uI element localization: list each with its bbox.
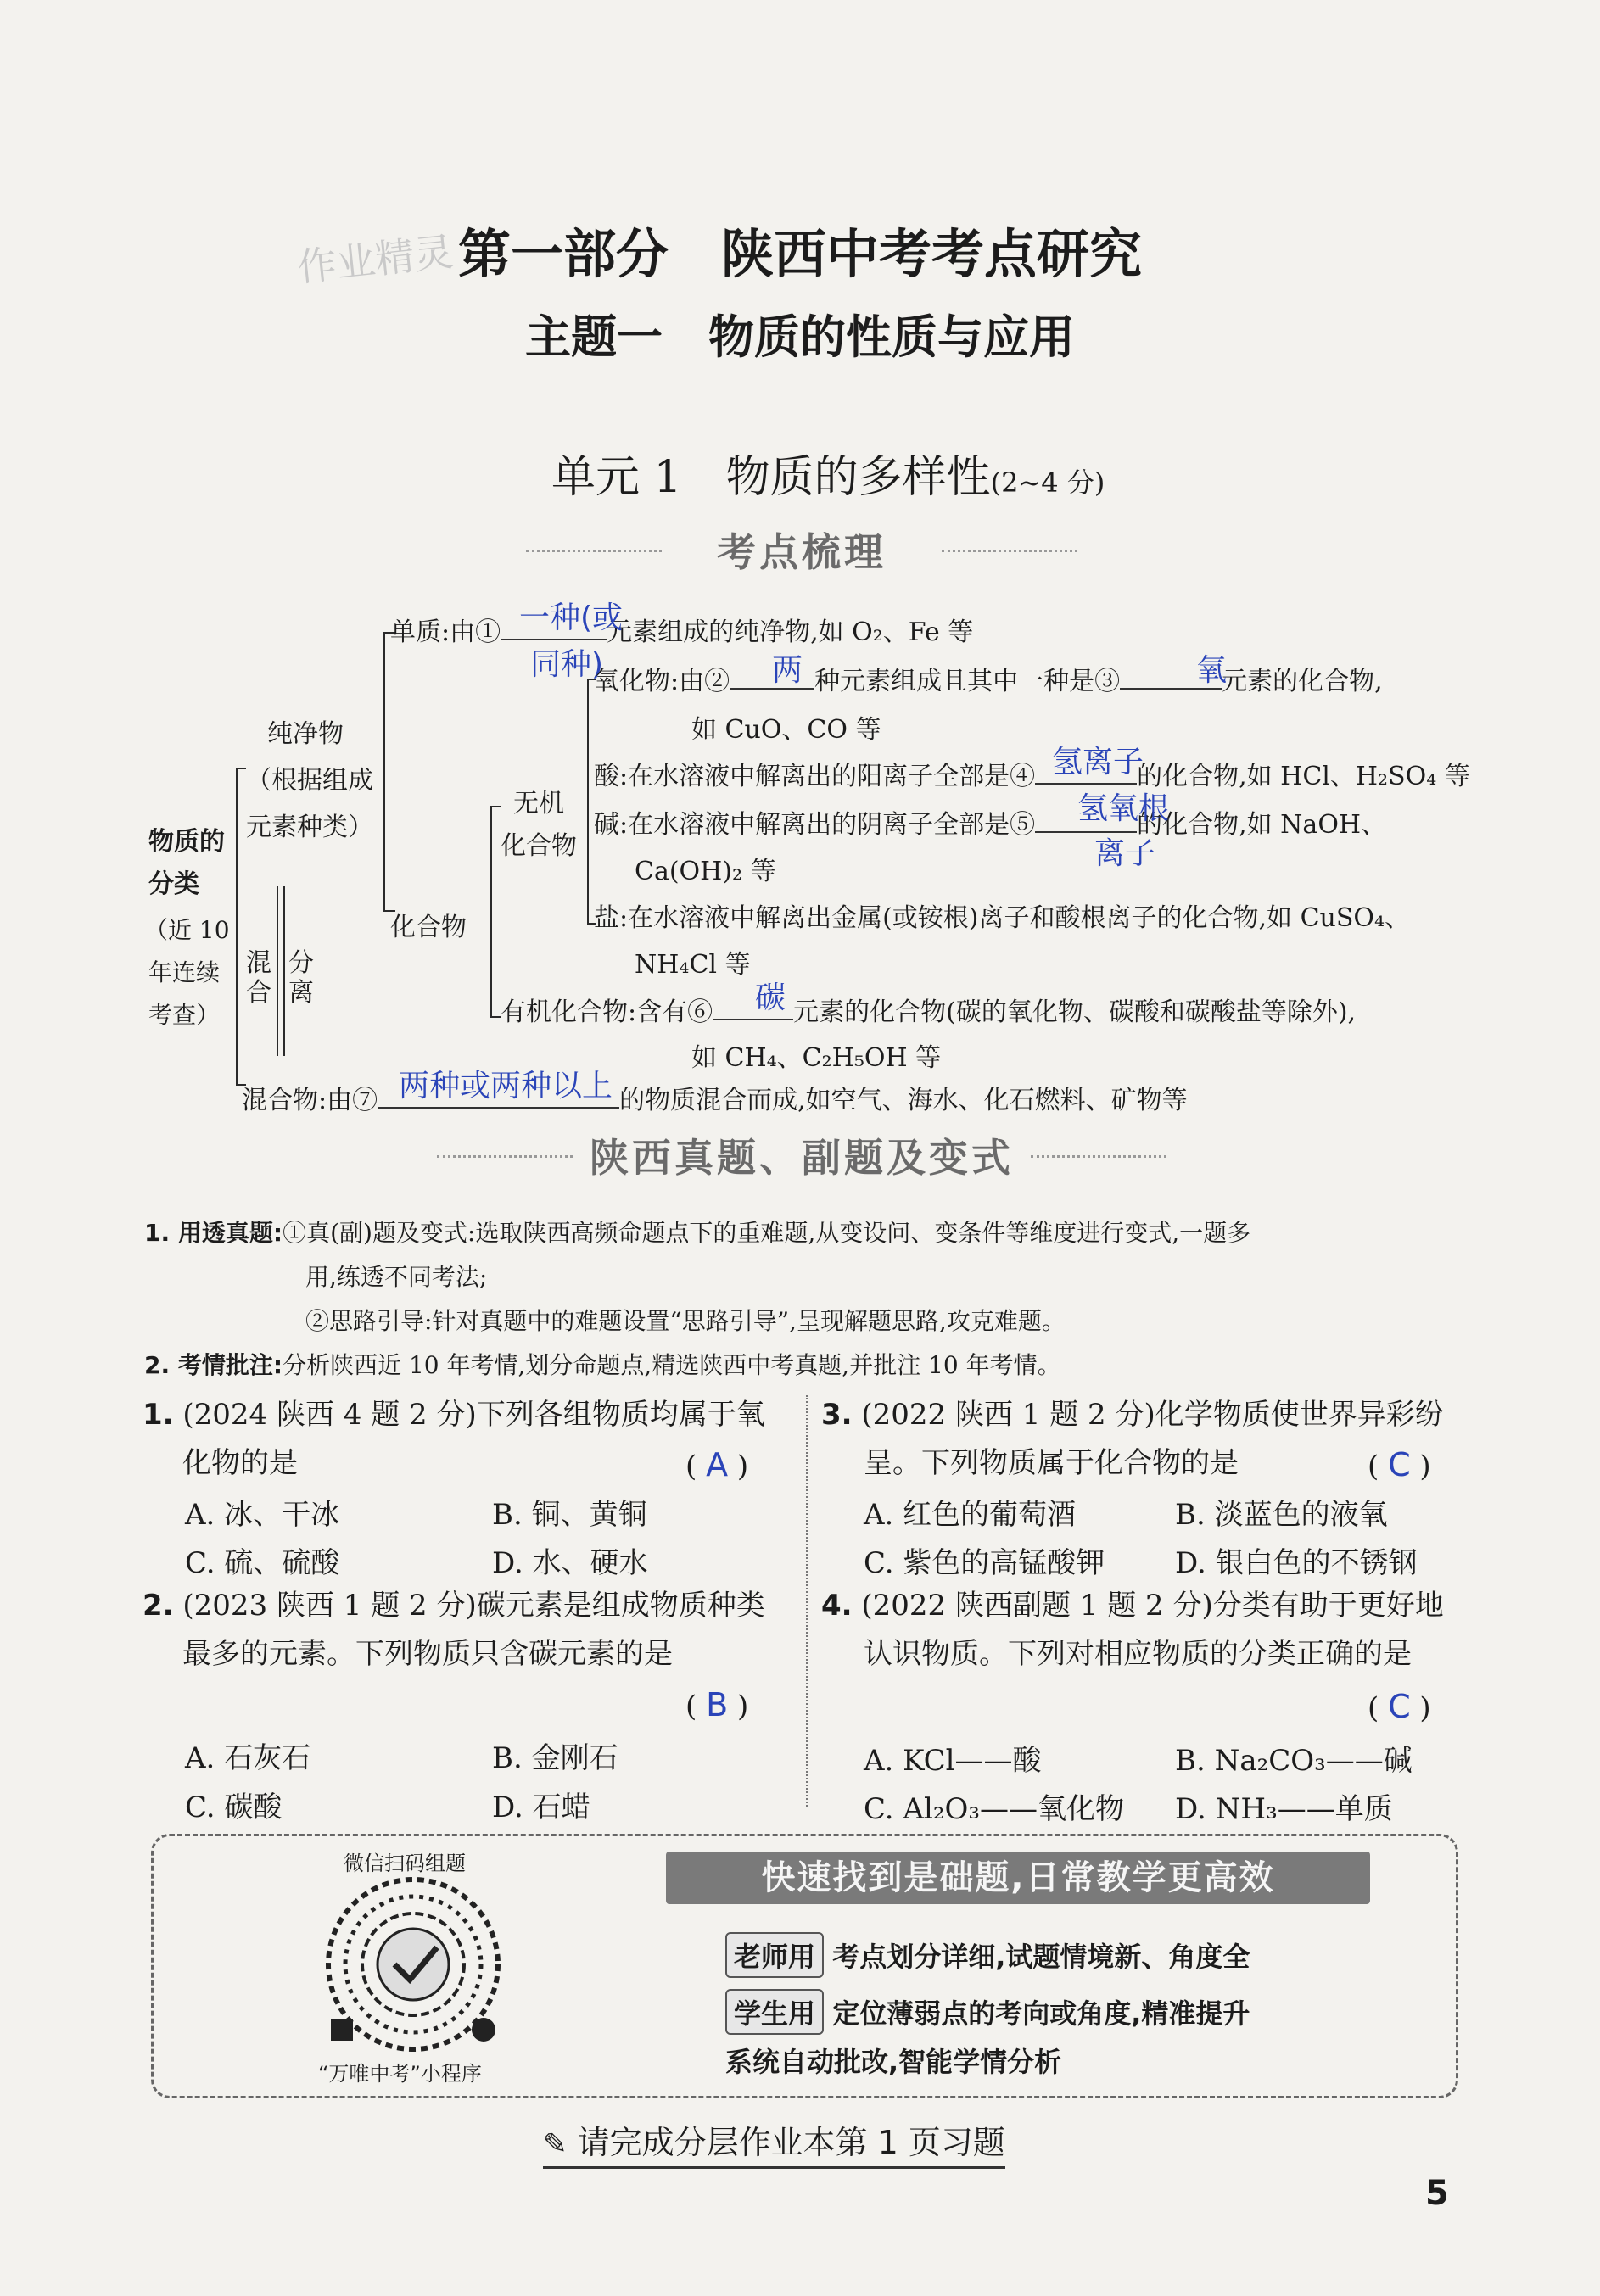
organic-pre: 有机化合物:含有⑥ bbox=[501, 997, 713, 1027]
q4-option-c: C. Al₂O₃——氧化物 bbox=[864, 1792, 1124, 1826]
unit-title bbox=[551, 441, 1105, 505]
fill-2: 两 bbox=[772, 653, 803, 688]
qr-code[interactable] bbox=[318, 1874, 509, 2054]
tree-root: 物质的分类 bbox=[148, 827, 225, 899]
salt-line2: NH₄Cl 等 bbox=[635, 950, 751, 980]
oxide-post: 元素的化合物, bbox=[1222, 667, 1383, 696]
qr-title: 微信扫码组题 bbox=[344, 1852, 466, 1875]
page-number: 5 bbox=[1425, 2174, 1449, 2213]
section-banner-outline: 考点梳理 bbox=[679, 524, 925, 575]
teacher-text: 考点划分详细,试题情境新、角度全 bbox=[832, 1941, 1250, 1973]
question-3 bbox=[821, 1391, 1444, 1439]
tree-root-note-1: （近 10 bbox=[144, 916, 230, 944]
oxide-pre: 氧化物:由② bbox=[594, 667, 730, 696]
oxide-line2: 如 CuO、CO 等 bbox=[691, 715, 881, 745]
fill-5a: 氢氧根 bbox=[1077, 791, 1170, 826]
base-post: 的化合物,如 NaOH、 bbox=[1137, 810, 1387, 840]
unit-title-text: 单元 1 物质的多样性 bbox=[551, 452, 991, 503]
student-text: 定位薄弱点的考向或角度,精准提升 bbox=[832, 1997, 1250, 2030]
answer-1-value: A bbox=[706, 1446, 729, 1483]
q2-option-b: B. 金刚石 bbox=[492, 1741, 618, 1775]
note-2-text: 分析陕西近 10 年考情,划分命题点,精选陕西中考真题,并批注 10 年考情。 bbox=[283, 1351, 1061, 1379]
tree-mix-char-2: 合 bbox=[246, 978, 271, 1008]
homework-note bbox=[543, 2116, 1005, 2169]
question-3-line1: (2022 陕西 1 题 2 分)化学物质使世界异彩纷 bbox=[861, 1398, 1444, 1432]
organic-post: 元素的化合物(碳的氧化物、碳酸和碳酸盐等除外), bbox=[793, 997, 1357, 1027]
note-1 bbox=[144, 1215, 1250, 1249]
tree-mix-char-1: 混 bbox=[246, 948, 271, 978]
mixture-post: 的物质混合而成,如空气、海水、化石燃料、矿物等 bbox=[619, 1086, 1188, 1115]
q3-option-c: C. 紫色的高锰酸钾 bbox=[864, 1546, 1105, 1580]
tree-salt: 盐:在水溶液中解离出金属(或铵根)离子和酸根离子的化合物,如 CuSO₄、 bbox=[594, 903, 1411, 933]
fill-4: 氢离子 bbox=[1052, 745, 1144, 779]
q4-option-d: D. NH₃——单质 bbox=[1175, 1792, 1393, 1826]
tree-oxide bbox=[594, 660, 1383, 697]
question-1-cont: 化物的是 bbox=[182, 1446, 298, 1480]
answer-4-value: C bbox=[1388, 1688, 1411, 1725]
q3-option-b: B. 淡蓝色的液氧 bbox=[1175, 1498, 1388, 1532]
question-2-cont: 最多的元素。下列物质只含碳元素的是 bbox=[182, 1637, 673, 1671]
watermark: 作业精灵 bbox=[294, 228, 456, 291]
base-line2: Ca(OH)₂ 等 bbox=[635, 857, 776, 886]
brace-root-top bbox=[236, 768, 246, 769]
acid-pre: 酸:在水溶液中解离出的阳离子全部是④ bbox=[594, 762, 1036, 791]
note-2 bbox=[144, 1347, 1061, 1381]
answer-2-value: B bbox=[706, 1686, 729, 1723]
note-1-sub: ②思路引导:针对真题中的难题设置“思路引导”,呈现解题思路,攻克难题。 bbox=[305, 1307, 1066, 1335]
teacher-tag: 老师用 bbox=[725, 1932, 824, 1978]
homework-text: 请完成分层作业本第 1 页习题 bbox=[577, 2124, 1005, 2161]
simple-pre: 单质:由① bbox=[390, 617, 501, 647]
tree-mixture bbox=[242, 1079, 1188, 1116]
promo-student bbox=[725, 1989, 1250, 2035]
question-2-line1: (2023 陕西 1 题 2 分)碳元素是组成物质种类 bbox=[182, 1589, 765, 1623]
tree-pure-note-1: （根据组成 bbox=[246, 766, 373, 796]
q2-option-c: C. 碳酸 bbox=[185, 1790, 283, 1824]
q1-option-b: B. 铜、黄铜 bbox=[492, 1498, 647, 1532]
answer-1: ( A ) bbox=[685, 1446, 749, 1483]
column-divider bbox=[806, 1395, 808, 1807]
question-4-cont: 认识物质。下列对相应物质的分类正确的是 bbox=[864, 1637, 1412, 1671]
base-pre: 碱:在水溶液中解离出的阴离子全部是⑤ bbox=[594, 810, 1036, 840]
qr-code-graphic bbox=[318, 1874, 509, 2054]
q2-option-d: D. 石蜡 bbox=[492, 1790, 590, 1824]
q3-option-d: D. 银白色的不锈钢 bbox=[1175, 1546, 1418, 1580]
answer-4: ( C ) bbox=[1368, 1688, 1431, 1725]
tree-inorganic-2: 化合物 bbox=[501, 831, 577, 861]
question-4 bbox=[821, 1582, 1444, 1630]
answer-3-value: C bbox=[1388, 1446, 1411, 1483]
acid-post: 的化合物,如 HCl、H₂SO₄ 等 bbox=[1137, 762, 1470, 791]
question-3-cont: 呈。下列物质属于化合物的是 bbox=[864, 1446, 1239, 1480]
tree-root-note-3: 考查） bbox=[148, 1001, 221, 1029]
part-title: 第一部分 陕西中考考点研究 bbox=[457, 223, 1142, 285]
q2-option-a: A. 石灰石 bbox=[185, 1741, 311, 1775]
tree-acid bbox=[594, 755, 1470, 792]
note-1-cont: 用,练透不同考法; bbox=[305, 1263, 488, 1291]
question-1 bbox=[143, 1391, 765, 1439]
tree-root-note-2: 年连续 bbox=[148, 958, 221, 986]
tree-compound: 化合物 bbox=[390, 913, 467, 942]
fill-3: 氧 bbox=[1196, 653, 1228, 688]
arrow-up bbox=[277, 886, 278, 1056]
note-1-label: 1. 用透真题: bbox=[144, 1219, 283, 1247]
question-4-line1: (2022 陕西副题 1 题 2 分)分类有助于更好地 bbox=[861, 1589, 1444, 1623]
answer-2: ( B ) bbox=[685, 1686, 749, 1723]
arrow-down bbox=[283, 886, 285, 1056]
brace-root bbox=[236, 768, 238, 1086]
brace-compound-bottom bbox=[490, 1016, 501, 1018]
tree-sep-char-1: 分 bbox=[288, 948, 314, 978]
tree-base bbox=[594, 803, 1386, 841]
topic-title: 主题一 物质的性质与应用 bbox=[525, 310, 1075, 364]
unit-score: (2~4 分) bbox=[990, 466, 1105, 499]
student-tag: 学生用 bbox=[725, 1989, 824, 2035]
answer-3: ( C ) bbox=[1368, 1446, 1431, 1483]
pen-icon: ✎ bbox=[543, 2127, 568, 2161]
promo-teacher bbox=[725, 1932, 1250, 1978]
q4-option-b: B. Na₂CO₃——碱 bbox=[1175, 1744, 1413, 1778]
qr-caption: “万唯中考”小程序 bbox=[318, 2062, 482, 2086]
brace-pure bbox=[383, 632, 385, 912]
brace-pure-bottom bbox=[383, 910, 395, 912]
brace-compound-top bbox=[490, 806, 501, 807]
question-4-num: 4. bbox=[821, 1589, 853, 1623]
oxide-mid: 种元素组成且其中一种是③ bbox=[814, 667, 1121, 696]
mixture-pre: 混合物:由⑦ bbox=[242, 1086, 378, 1115]
note-2-label: 2. 考情批注: bbox=[144, 1351, 283, 1379]
promo-student-cont: 系统自动批改,智能学情分析 bbox=[725, 2046, 1062, 2078]
section-banner-questions: 陕西真题、副题及变式 bbox=[590, 1130, 1014, 1181]
brace-inorganic bbox=[587, 679, 589, 925]
tree-simple bbox=[390, 611, 973, 648]
q1-option-c: C. 硫、硫酸 bbox=[185, 1546, 340, 1580]
question-1-line1: (2024 陕西 4 题 2 分)下列各组物质均属于氧 bbox=[182, 1398, 765, 1432]
fill-5b: 离子 bbox=[1094, 836, 1156, 871]
question-3-num: 3. bbox=[821, 1398, 853, 1432]
brace-compound bbox=[490, 806, 492, 1018]
question-1-num: 1. bbox=[143, 1398, 174, 1432]
q1-option-a: A. 冰、干冰 bbox=[185, 1498, 340, 1532]
fill-1b: 同种) bbox=[530, 647, 604, 682]
q4-option-a: A. KCl——酸 bbox=[864, 1744, 1042, 1778]
fill-1a: 一种(或 bbox=[519, 601, 624, 635]
tree-pure: 纯净物 bbox=[267, 719, 344, 749]
q1-option-d: D. 水、硬水 bbox=[492, 1546, 648, 1580]
tree-inorganic-1: 无机 bbox=[513, 789, 564, 818]
question-2-num: 2. bbox=[143, 1589, 174, 1623]
tree-organic bbox=[501, 991, 1356, 1028]
tree-sep-char-2: 离 bbox=[288, 978, 314, 1008]
organic-line2: 如 CH₄、C₂H₅OH 等 bbox=[691, 1043, 942, 1073]
note-1-text: ①真(副)题及变式:选取陕西高频命题点下的重难题,从变设问、变条件等维度进行变式,一题多 bbox=[283, 1219, 1251, 1247]
fill-6: 碳 bbox=[755, 980, 786, 1015]
simple-post: 元素组成的纯净物,如 O₂、Fe 等 bbox=[607, 617, 974, 647]
q3-option-a: A. 红色的葡萄酒 bbox=[864, 1498, 1077, 1532]
question-2 bbox=[143, 1582, 765, 1630]
promo-headline: 快速找到是础题,日常教学更高效 bbox=[666, 1852, 1370, 1904]
tree-pure-note-2: 元素种类） bbox=[246, 813, 373, 842]
fill-7: 两种或两种以上 bbox=[399, 1069, 613, 1103]
